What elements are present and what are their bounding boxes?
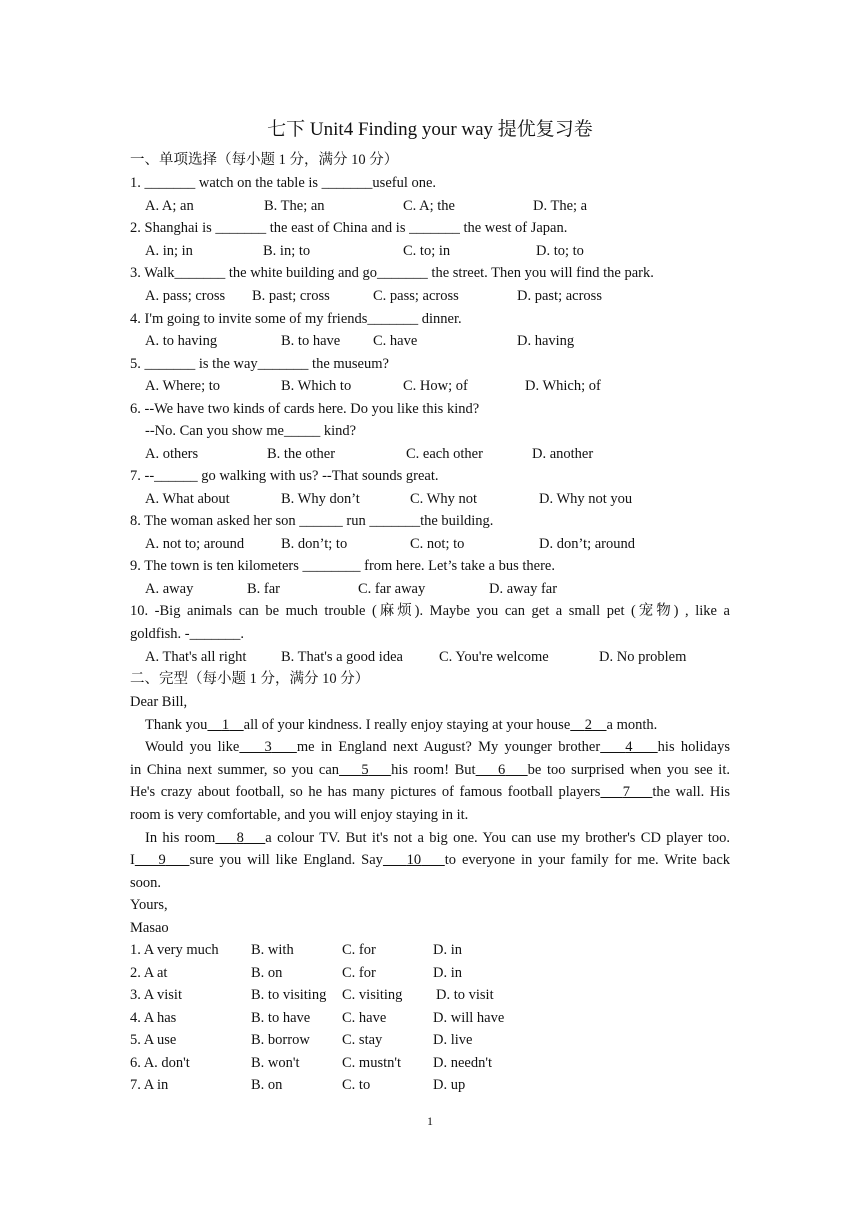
option-c: C. each other <box>406 446 483 462</box>
option-d: D. past; across <box>517 288 602 304</box>
passage-line: in China next summer, so you can 5 his room! But 6 be too surprised when you see it. <box>130 762 730 778</box>
option-c: C. far away <box>358 581 426 597</box>
option-a: A. What about <box>145 491 230 507</box>
option-b: B. the other <box>267 446 336 462</box>
question-stem: 4. I'm going to invite some of my friends_______ dinner. <box>130 311 462 327</box>
option-b: B. to have <box>281 333 341 349</box>
blank-9[interactable]: 9 <box>158 852 166 868</box>
question-stem-continued: --No. Can you show me_____ kind? <box>145 423 357 439</box>
question-stem: 2. Shanghai is _______ the east of China and is _______ the west of Japan. <box>130 220 568 236</box>
option-c: C. visiting <box>342 987 403 1003</box>
option-a: A. A; an <box>145 198 194 214</box>
option-a: A. in; in <box>145 243 193 259</box>
option-d: D. having <box>517 333 575 349</box>
option-a: A. Where; to <box>145 378 221 394</box>
blank-7[interactable]: 7 <box>622 784 630 800</box>
option-d: D. up <box>433 1077 466 1093</box>
option-d: D. needn't <box>433 1055 492 1071</box>
passage-line: Thank you 1 all of your kindness. I really enjoy staying at your house 2 a month. <box>145 717 658 733</box>
option-c: C. pass; across <box>373 288 459 304</box>
option-b: B. Why don’t <box>281 491 360 507</box>
option-c: C. for <box>342 965 376 981</box>
blank-10[interactable]: 10 <box>406 852 422 868</box>
option-b: B. past; cross <box>252 288 330 304</box>
letter-greeting: Dear Bill, <box>130 694 188 710</box>
option-c: C. Why not <box>410 491 477 507</box>
option-d: D. The; a <box>533 198 588 214</box>
option-c: C. stay <box>342 1032 383 1048</box>
option-a: A. pass; cross <box>145 288 226 304</box>
option-b: B. on <box>251 965 283 981</box>
option-b: B. in; to <box>263 243 311 259</box>
letter-closing: Yours, <box>130 897 168 913</box>
question-stem: 3. Walk_______ the white building and go_______ the street. Then you will find the park. <box>130 265 654 281</box>
passage-line: In his room 8 a colour TV. But it's not a big one. You can use my brother's CD player too. <box>145 830 731 846</box>
option-c: C. How; of <box>403 378 468 394</box>
option-b: B. don’t; to <box>281 536 348 552</box>
option-b: B. That's a good idea <box>281 649 403 665</box>
option-c: C. A; the <box>403 198 455 214</box>
question-stem: 10. -Big animals can be much trouble (麻烦). Maybe you can get a small pet (宠物) , like a <box>130 603 730 619</box>
option-a: 1. A very much <box>130 942 219 958</box>
option-d: D. in <box>433 942 462 958</box>
blank-8[interactable]: 8 <box>236 830 244 846</box>
option-b: B. won't <box>251 1055 300 1071</box>
section1-heading: 一、单项选择（每小题 1 分，满分 10 分） <box>130 152 399 168</box>
option-a: A. others <box>145 446 199 462</box>
blank-6[interactable]: 6 <box>498 762 506 778</box>
option-d: D. No problem <box>599 649 687 665</box>
option-b: B. borrow <box>251 1032 310 1048</box>
option-c: C. to <box>342 1077 371 1093</box>
option-a: A. to having <box>145 333 218 349</box>
passage-line: Would you like 3 me in England next August? My younger brother 4 his holidays <box>145 739 731 755</box>
option-d: D. Which; of <box>525 378 601 394</box>
option-d: D. Why not you <box>539 491 633 507</box>
option-a: A. not to; around <box>145 536 245 552</box>
option-c: C. for <box>342 942 376 958</box>
option-d: D. live <box>433 1032 473 1048</box>
option-c: C. have <box>373 333 418 349</box>
option-d: D. don’t; around <box>539 536 635 552</box>
page-title: 七下 Unit4 Finding your way 提优复习卷 <box>267 119 593 140</box>
option-c: C. not; to <box>410 536 465 552</box>
option-b: B. far <box>247 581 281 597</box>
option-d: D. to visit <box>436 987 494 1003</box>
option-b: B. with <box>251 942 294 958</box>
blank-2[interactable]: 2 <box>584 717 593 733</box>
option-d: D. in <box>433 965 462 981</box>
option-a: A. away <box>145 581 194 597</box>
option-b: B. on <box>251 1077 283 1093</box>
question-stem: 9. The town is ten kilometers ________ from here. Let’s take a bus there. <box>130 558 555 574</box>
option-c: C. to; in <box>403 243 451 259</box>
option-b: B. The; an <box>264 198 325 214</box>
blank-5[interactable]: 5 <box>361 762 369 778</box>
section2-heading: 二、完型（每小题 1 分，满分 10 分） <box>130 671 370 687</box>
option-d: D. another <box>532 446 594 462</box>
passage-line: soon. <box>130 875 162 891</box>
passage-line: I 9 sure you will like England. Say 10 to everyone in your family for me. Write back <box>130 852 731 868</box>
option-a: 6. A. don't <box>130 1055 190 1071</box>
passage-line: He's crazy about football, so he has many pictures of famous football players 7 the wall. His <box>130 784 731 800</box>
passage-line: room is very comfortable, and you will enjoy staying in it. <box>130 807 469 823</box>
option-c: C. mustn't <box>342 1055 402 1071</box>
question-stem: 1. _______ watch on the table is _______useful one. <box>130 175 437 191</box>
question-stem: 8. The woman asked her son ______ run _______the building. <box>130 513 494 529</box>
option-a: A. That's all right <box>145 649 247 665</box>
option-b: B. Which to <box>281 378 352 394</box>
question-stem-continued: goldfish. -_______. <box>130 626 244 642</box>
option-a: 4. A has <box>130 1010 177 1026</box>
option-d: D. away far <box>489 581 558 597</box>
option-d: D. to; to <box>536 243 584 259</box>
blank-4[interactable]: 4 <box>625 739 633 755</box>
letter-signature: Masao <box>130 920 169 936</box>
question-stem: 7. --______ go walking with us? --That sounds great. <box>130 468 439 484</box>
option-a: 3. A visit <box>130 987 182 1003</box>
option-b: B. to have <box>251 1010 311 1026</box>
option-c: C. You're welcome <box>439 649 549 665</box>
page-number: 1 <box>427 1114 433 1128</box>
question-stem: 6. --We have two kinds of cards here. Do you like this kind? <box>130 401 480 417</box>
blank-3[interactable]: 3 <box>264 739 272 755</box>
option-b: B. to visiting <box>251 987 327 1003</box>
option-a: 7. A in <box>130 1077 169 1093</box>
blank-1[interactable]: 1 <box>221 717 230 733</box>
question-stem: 5. _______ is the way_______ the museum? <box>130 356 389 372</box>
option-c: C. have <box>342 1010 387 1026</box>
option-d: D. will have <box>433 1010 505 1026</box>
option-a: 5. A use <box>130 1032 177 1048</box>
option-a: 2. A at <box>130 965 168 981</box>
